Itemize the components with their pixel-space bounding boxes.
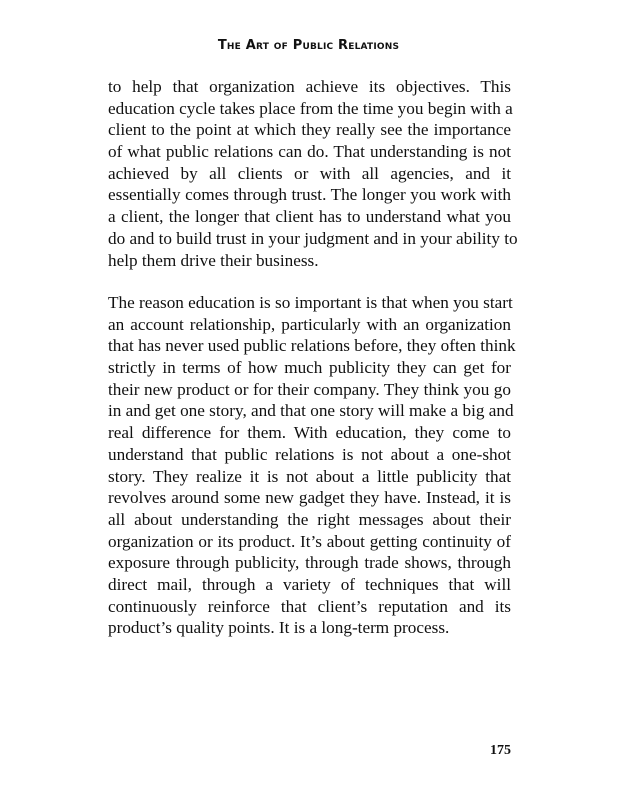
text-line: essentially comes through trust. The longer you work with (108, 185, 511, 205)
running-header: The Art of Public Relations (217, 38, 400, 53)
text-line: real difference for them. With education, they come to (108, 423, 511, 443)
text-line: client to the point at which they really see the importance (108, 120, 511, 140)
text-line: in and get one story, and that one story will make a big and (108, 401, 514, 421)
text-line: story. They realize it is not about a little publicity that (108, 466, 511, 486)
text-line: that has never used public relations before, they often think (108, 336, 516, 356)
text-line: an account relationship, particularly with an organization (108, 314, 511, 334)
paragraph-1 (108, 76, 518, 271)
text-line: revolves around some new gadget they have. Instead, it is (108, 488, 511, 508)
text-line: The reason education is so important is that when you start (108, 293, 513, 312)
text-line: all about understanding the right messages about their (108, 509, 511, 529)
text-line: their new product or for their company. They think you go (108, 379, 511, 399)
text-line: continuously reinforce that client’s reputation and its (108, 596, 511, 616)
page-number: 175 (490, 743, 511, 758)
text-line: exposure through publicity, through trade shows, through (108, 553, 511, 573)
text-line: to help that organization achieve its objectives. This (108, 77, 511, 96)
text-line: help them drive their business. (108, 250, 319, 270)
text-line: product’s quality points. It is a long-term process. (108, 618, 450, 638)
text-line: of what public relations can do. That understanding is not (108, 142, 511, 162)
text-line: strictly in terms of how much publicity they can get for (108, 358, 511, 378)
text-line: achieved by all clients or with all agencies, and it (108, 163, 511, 183)
text-line: do and to build trust in your judgment and in your ability to (108, 228, 518, 248)
text-line: a client, the longer that client has to understand what you (108, 207, 511, 227)
paragraph-2 (108, 292, 516, 639)
text-line: direct mail, through a variety of techniques that will (108, 574, 511, 594)
text-line: organization or its product. It’s about getting continuity of (108, 531, 511, 551)
text-line: education cycle takes place from the time you begin with a (108, 98, 513, 118)
text-line: understand that public relations is not about a one-shot (108, 444, 511, 464)
